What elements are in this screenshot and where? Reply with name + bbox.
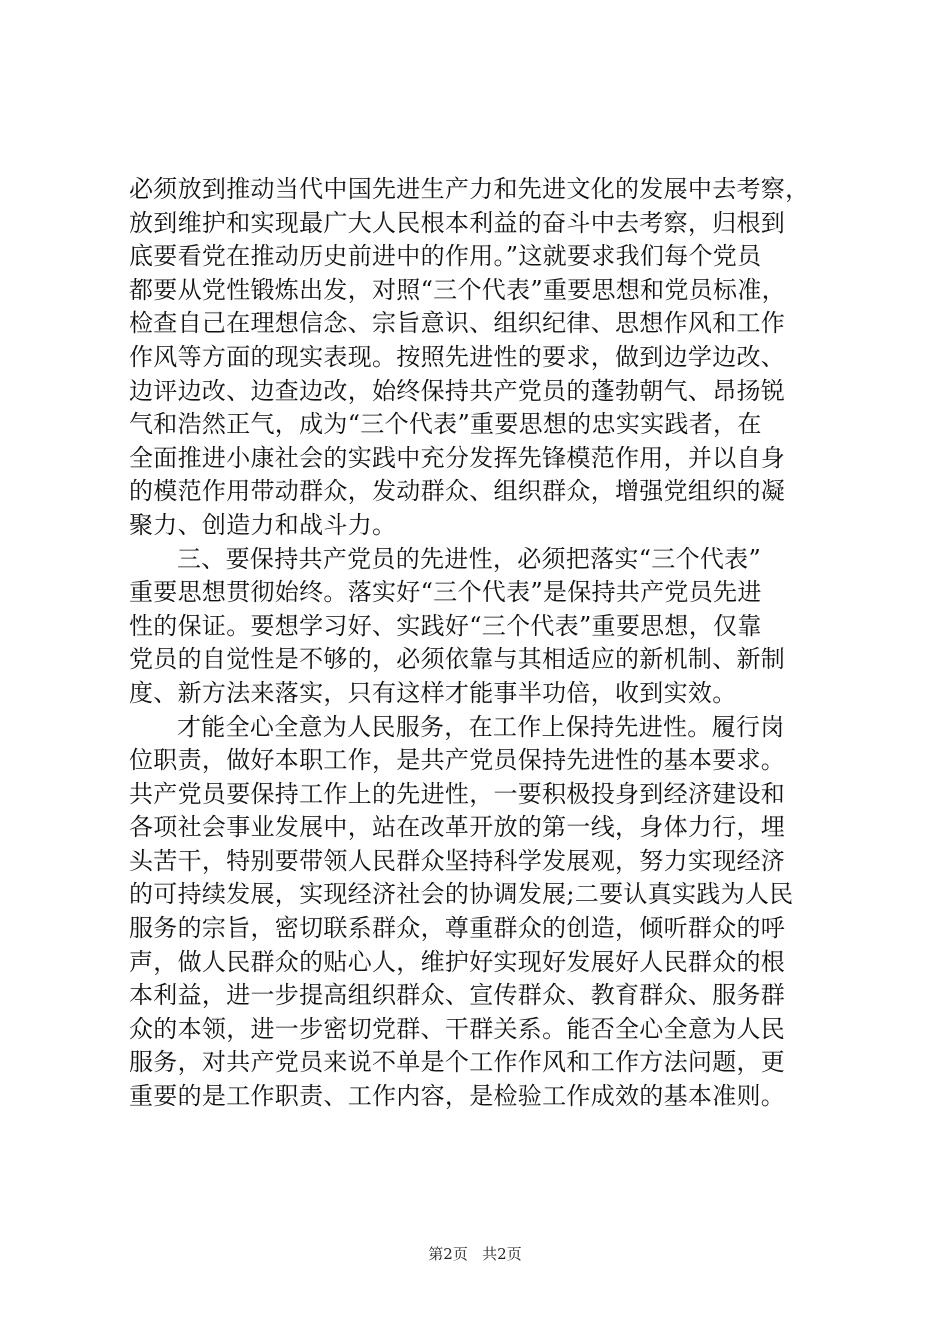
footer-spacer (473, 1245, 478, 1263)
text-line: 位职责，做好本职工作，是共产党员保持先进性的基本要求。 (129, 746, 786, 775)
text-line: 重要思想贯彻始终。落实好“三个代表”是保持共产党员先进 (129, 578, 762, 607)
page-footer (0, 1244, 950, 1264)
text-line: 重要的是工作职责、工作内容，是检验工作成效的基本准则。 (129, 1082, 786, 1111)
text-line: 性的保证。要想学习好、实践好“三个代表”重要思想，仅靠 (129, 611, 762, 640)
text-line: 服务的宗旨，密切联系群众，尊重群众的创造，倾听群众的呼 (129, 914, 786, 943)
paragraph-start-line: 才能全心全意为人民服务，在工作上保持先进性。履行岗 (177, 712, 785, 741)
text-line: 声，做人民群众的贴心人，维护好实现好发展好人民群众的根 (129, 947, 786, 976)
text-line: 共产党员要保持工作上的先进性，一要积极投身到经济建设和 (129, 779, 786, 808)
text-line: 底要看党在推动历史前进中的作用。”这就要求我们每个党员 (129, 242, 762, 271)
text-line: 的模范作用带动群众，发动群众、组织群众，增强党组织的凝 (129, 477, 786, 506)
text-line: 度、新方法来落实，只有这样才能事半功倍，收到实效。 (129, 678, 737, 707)
text-line: 必须放到推动当代中国先进生产力和先进文化的发展中去考察， (129, 175, 810, 203)
page-number: 第2页 (428, 1245, 468, 1263)
text-line: 聚力、创造力和战斗力。 (129, 510, 397, 539)
text-line: 检查自己在理想信念、宗旨意识、组织纪律、思想作风和工作 (129, 309, 786, 338)
text-line: 各项社会事业发展中，站在改革开放的第一线，身体力行，埋 (129, 813, 786, 842)
text-line: 都要从党性锻炼出发，对照“三个代表”重要思想和党员标准， (129, 275, 786, 304)
text-line: 作风等方面的现实表现。按照先进性的要求，做到边学边改、 (129, 342, 786, 371)
page-total: 共2页 (482, 1245, 522, 1263)
text-line: 放到维护和实现最广大人民根本利益的奋斗中去考察，归根到 (129, 208, 786, 237)
paragraph-start-line: 三、要保持共产党员的先进性，必须把落实“三个代表” (177, 544, 762, 573)
text-line: 党员的自觉性是不够的，必须依靠与其相适应的新机制、新制 (129, 645, 786, 674)
text-line: 边评边改、边查边改，始终保持共产党员的蓬勃朝气、昂扬锐 (129, 376, 786, 405)
text-line: 众的本领，进一步密切党群、干群关系。能否全心全意为人民 (129, 1014, 786, 1043)
text-line: 本利益，进一步提高组织群众、宣传群众、教育群众、服务群 (129, 981, 786, 1010)
text-line: 头苦干，特别要带领人民群众坚持科学发展观，努力实现经济 (129, 846, 786, 875)
text-line: 气和浩然正气，成为“三个代表”重要思想的忠实实践者，在 (129, 410, 762, 439)
text-line: 全面推进小康社会的实践中充分发挥先锋模范作用，并以自身 (129, 443, 786, 472)
document-body (129, 173, 829, 1114)
text-line: 的可持续发展，实现经济社会的协调发展;二要认真实践为人民 (129, 880, 794, 909)
text-line: 服务，对共产党员来说不单是个工作作风和工作方法问题，更 (129, 1048, 786, 1077)
